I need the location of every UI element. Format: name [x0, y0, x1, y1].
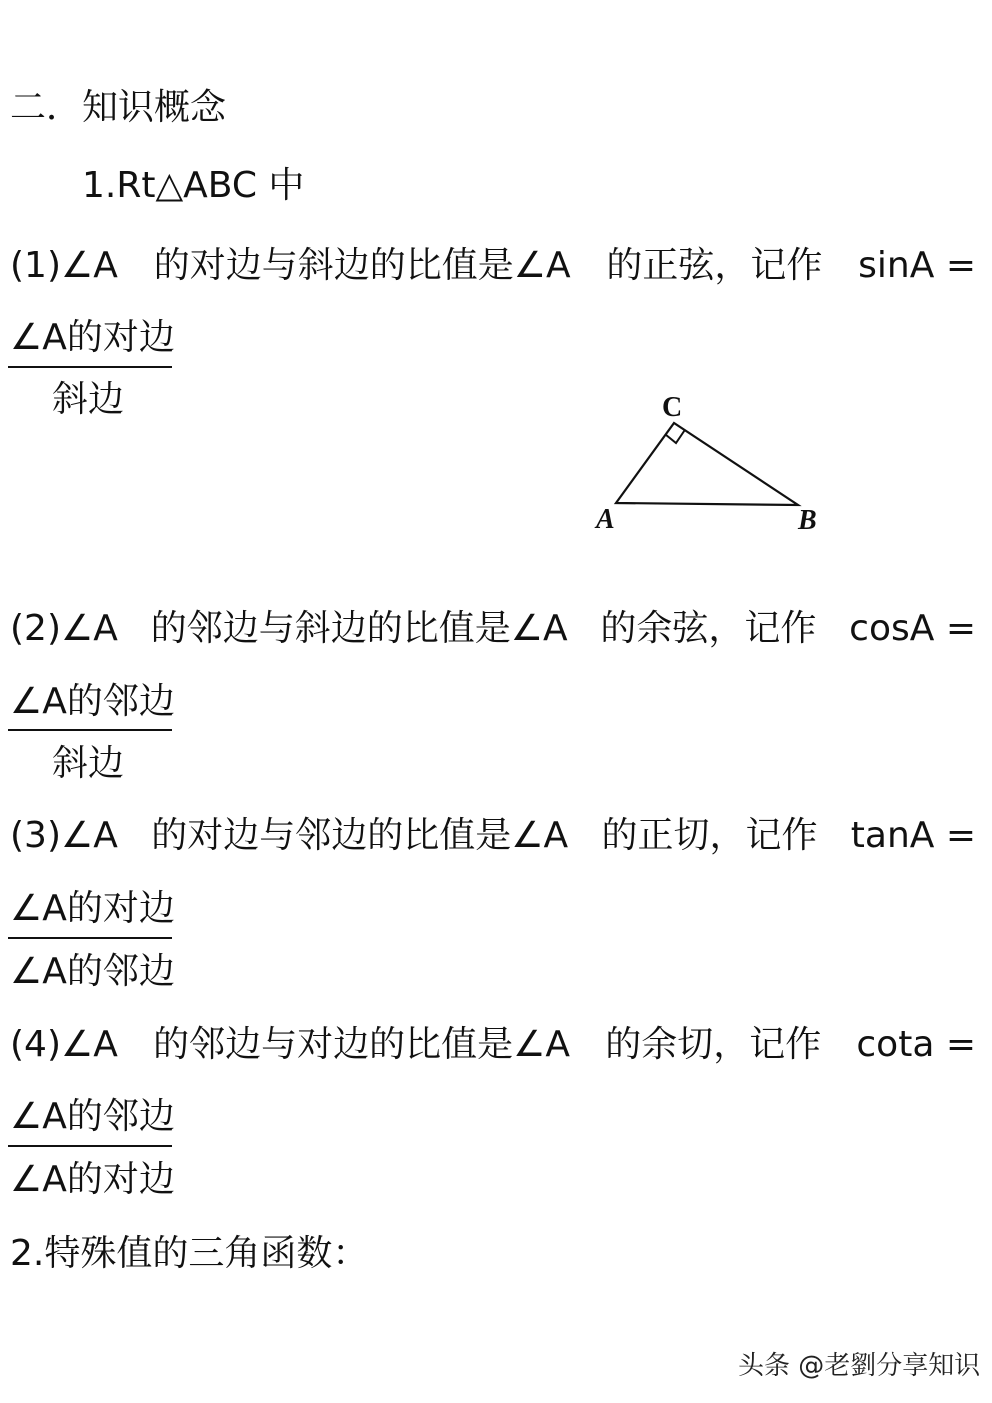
definition-cotangent	[10, 1023, 976, 1067]
subheading-rt-triangle: 1.Rt△ABC 中	[82, 165, 305, 206]
definition-text: 的对边与斜边的比值是∠A	[153, 245, 571, 286]
fraction-bar	[8, 937, 172, 939]
definition-tangent	[10, 814, 976, 858]
section-special-values: 2.特殊值的三角函数：	[10, 1233, 369, 1274]
definition-formula: sinA =	[858, 245, 976, 286]
vertex-label-b: B	[798, 505, 817, 536]
vertex-label-a: A	[596, 504, 615, 535]
triangle-outline	[616, 423, 798, 505]
definition-name: 的余弦，记作	[600, 608, 817, 649]
definition-cosine	[10, 607, 976, 651]
fraction-bar	[8, 366, 172, 368]
fraction-numerator: ∠A的邻边	[10, 1096, 175, 1137]
section-heading: 二．知识概念	[10, 87, 227, 128]
vertex-label-c: C	[662, 392, 683, 423]
definition-label: (2)∠A	[10, 608, 118, 649]
definition-name: 的正切，记作	[601, 815, 818, 856]
fraction-numerator: ∠A的对边	[10, 317, 175, 358]
definition-formula: tanA =	[850, 815, 976, 856]
definition-formula: cosA =	[849, 608, 976, 649]
definition-label: (1)∠A	[10, 245, 118, 286]
watermark: 头条 @老劉分享知识	[738, 1351, 981, 1381]
definition-name: 的正弦，记作	[606, 245, 823, 286]
definition-text: 的对边与邻边的比值是∠A	[151, 815, 569, 856]
fraction-denominator: ∠A的对边	[10, 1159, 175, 1200]
definition-formula: cota =	[856, 1024, 976, 1065]
fraction-numerator: ∠A的对边	[10, 888, 175, 929]
fraction-bar	[8, 1145, 172, 1147]
definition-name: 的余切，记作	[605, 1024, 822, 1065]
definition-sine	[10, 244, 976, 288]
fraction-denominator: ∠A的邻边	[10, 951, 175, 992]
definition-text: 的邻边与斜边的比值是∠A	[150, 608, 568, 649]
fraction-denominator: 斜边	[52, 379, 125, 420]
definition-label: (3)∠A	[10, 815, 118, 856]
fraction-numerator: ∠A的邻边	[10, 681, 175, 722]
definition-label: (4)∠A	[10, 1024, 118, 1065]
fraction-denominator: 斜边	[52, 743, 125, 784]
right-triangle-diagram	[580, 385, 840, 545]
definition-text: 的邻边与对边的比值是∠A	[153, 1024, 570, 1065]
fraction-bar	[8, 729, 172, 731]
